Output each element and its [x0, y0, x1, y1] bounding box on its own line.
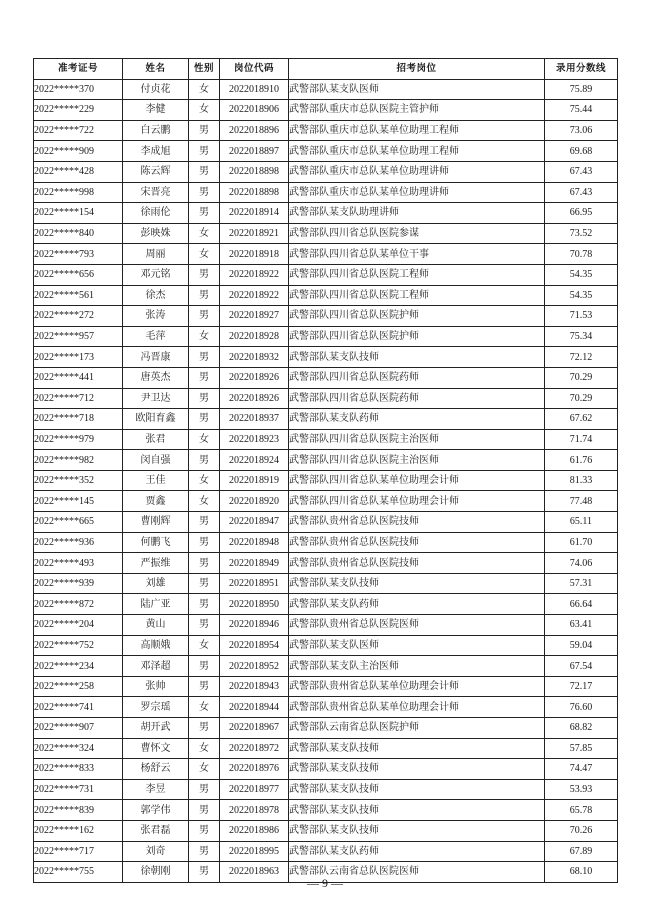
table-row — [34, 367, 618, 388]
cell-exam-id: 2022*****957 — [34, 326, 123, 347]
cell-name: 白云鹏 — [123, 120, 189, 141]
table-row — [34, 512, 618, 533]
cell-score: 74.06 — [545, 553, 618, 574]
cell-name: 张帅 — [123, 676, 189, 697]
cell-score: 70.26 — [545, 820, 618, 841]
cell-exam-id: 2022*****793 — [34, 244, 123, 265]
table-row — [34, 223, 618, 244]
cell-gender: 女 — [189, 79, 220, 100]
cell-score: 75.89 — [545, 79, 618, 100]
cell-score: 73.52 — [545, 223, 618, 244]
cell-gender: 男 — [189, 161, 220, 182]
cell-position: 武警部队某支队药师 — [289, 409, 545, 430]
cell-name: 杨舒云 — [123, 759, 189, 780]
cell-score: 69.68 — [545, 141, 618, 162]
header-score: 录用分数线 — [545, 59, 618, 80]
cell-position-code: 2022018898 — [220, 182, 289, 203]
cell-name: 闵自强 — [123, 450, 189, 471]
cell-position-code: 2022018918 — [220, 244, 289, 265]
cell-gender: 男 — [189, 615, 220, 636]
table-row — [34, 120, 618, 141]
table-row — [34, 182, 618, 203]
cell-gender: 男 — [189, 800, 220, 821]
cell-position-code: 2022018943 — [220, 676, 289, 697]
cell-exam-id: 2022*****833 — [34, 759, 123, 780]
table-row — [34, 161, 618, 182]
cell-exam-id: 2022*****173 — [34, 347, 123, 368]
table-row — [34, 841, 618, 862]
cell-name: 罗宗瑶 — [123, 697, 189, 718]
cell-position: 武警部队云南省总队医院医师 — [289, 862, 545, 883]
cell-exam-id: 2022*****258 — [34, 676, 123, 697]
cell-position-code: 2022018986 — [220, 820, 289, 841]
header-id: 准考证号 — [34, 59, 123, 80]
cell-position-code: 2022018963 — [220, 862, 289, 883]
cell-exam-id: 2022*****741 — [34, 697, 123, 718]
table-row — [34, 594, 618, 615]
cell-position: 武警部队四川省总队医院工程师 — [289, 264, 545, 285]
cell-position: 武警部队重庆市总队医院主管护师 — [289, 100, 545, 121]
cell-exam-id: 2022*****998 — [34, 182, 123, 203]
cell-gender: 女 — [189, 244, 220, 265]
cell-score: 71.74 — [545, 429, 618, 450]
cell-position: 武警部队四川省总队医院护师 — [289, 326, 545, 347]
cell-position: 武警部队云南省总队医院护师 — [289, 718, 545, 739]
cell-position-code: 2022018949 — [220, 553, 289, 574]
cell-position-code: 2022018932 — [220, 347, 289, 368]
cell-gender: 男 — [189, 388, 220, 409]
cell-position-code: 2022018976 — [220, 759, 289, 780]
cell-exam-id: 2022*****145 — [34, 491, 123, 512]
cell-exam-id: 2022*****441 — [34, 367, 123, 388]
table-row — [34, 409, 618, 430]
cell-position-code: 2022018897 — [220, 141, 289, 162]
cell-position-code: 2022018947 — [220, 512, 289, 533]
cell-name: 毛萍 — [123, 326, 189, 347]
page-number: — 9 — — [307, 876, 343, 890]
cell-position: 武警部队某支队主治医师 — [289, 656, 545, 677]
cell-name: 张涛 — [123, 306, 189, 327]
cell-position-code: 2022018926 — [220, 388, 289, 409]
cell-position-code: 2022018950 — [220, 594, 289, 615]
cell-score: 67.62 — [545, 409, 618, 430]
cell-position-code: 2022018995 — [220, 841, 289, 862]
cell-exam-id: 2022*****755 — [34, 862, 123, 883]
table-row — [34, 100, 618, 121]
cell-score: 72.12 — [545, 347, 618, 368]
cell-exam-id: 2022*****907 — [34, 718, 123, 739]
cell-gender: 女 — [189, 429, 220, 450]
cell-gender: 男 — [189, 532, 220, 553]
cell-exam-id: 2022*****752 — [34, 635, 123, 656]
cell-name: 陆广亚 — [123, 594, 189, 615]
cell-gender: 男 — [189, 285, 220, 306]
cell-position: 武警部队重庆市总队某单位助理讲师 — [289, 182, 545, 203]
cell-position-code: 2022018948 — [220, 532, 289, 553]
cell-position: 武警部队四川省总队某单位助理会计师 — [289, 491, 545, 512]
table-row — [34, 718, 618, 739]
cell-position: 武警部队四川省总队某单位助理会计师 — [289, 470, 545, 491]
table-row — [34, 450, 618, 471]
cell-score: 63.41 — [545, 615, 618, 636]
cell-score: 81.33 — [545, 470, 618, 491]
cell-position-code: 2022018922 — [220, 264, 289, 285]
cell-gender: 男 — [189, 512, 220, 533]
table-header-row — [34, 59, 618, 80]
cell-position: 武警部队某支队技师 — [289, 820, 545, 841]
cell-gender: 男 — [189, 182, 220, 203]
cell-position-code: 2022018927 — [220, 306, 289, 327]
cell-name: 李健 — [123, 100, 189, 121]
cell-position: 武警部队某支队药师 — [289, 594, 545, 615]
cell-gender: 男 — [189, 656, 220, 677]
cell-gender: 男 — [189, 367, 220, 388]
cell-gender: 男 — [189, 203, 220, 224]
cell-position: 武警部队贵州省总队医院技师 — [289, 553, 545, 574]
cell-name: 徐雨伦 — [123, 203, 189, 224]
cell-name: 徐朝刚 — [123, 862, 189, 883]
cell-exam-id: 2022*****872 — [34, 594, 123, 615]
cell-gender: 女 — [189, 635, 220, 656]
header-gender: 性别 — [189, 59, 220, 80]
cell-score: 65.11 — [545, 512, 618, 533]
cell-gender: 男 — [189, 841, 220, 862]
table-row — [34, 264, 618, 285]
cell-name: 陈云辉 — [123, 161, 189, 182]
cell-position-code: 2022018946 — [220, 615, 289, 636]
table-row — [34, 388, 618, 409]
cell-name: 曹刚辉 — [123, 512, 189, 533]
cell-position: 武警部队贵州省总队某单位助理会计师 — [289, 676, 545, 697]
cell-gender: 男 — [189, 594, 220, 615]
cell-name: 徐杰 — [123, 285, 189, 306]
cell-gender: 女 — [189, 697, 220, 718]
cell-exam-id: 2022*****665 — [34, 512, 123, 533]
cell-exam-id: 2022*****712 — [34, 388, 123, 409]
cell-score: 54.35 — [545, 264, 618, 285]
cell-position: 武警部队四川省总队医院主治医师 — [289, 429, 545, 450]
cell-name: 高顺娥 — [123, 635, 189, 656]
cell-exam-id: 2022*****731 — [34, 779, 123, 800]
cell-score: 67.54 — [545, 656, 618, 677]
cell-name: 王佳 — [123, 470, 189, 491]
cell-score: 77.48 — [545, 491, 618, 512]
cell-position: 武警部队某支队技师 — [289, 779, 545, 800]
cell-gender: 女 — [189, 491, 220, 512]
cell-position: 武警部队贵州省总队医院医师 — [289, 615, 545, 636]
cell-score: 76.60 — [545, 697, 618, 718]
cell-name: 严振维 — [123, 553, 189, 574]
table-row — [34, 820, 618, 841]
cell-name: 李成旭 — [123, 141, 189, 162]
cell-name: 欧阳育鑫 — [123, 409, 189, 430]
table-row — [34, 244, 618, 265]
cell-name: 黄山 — [123, 615, 189, 636]
cell-gender: 男 — [189, 450, 220, 471]
cell-name: 付贞花 — [123, 79, 189, 100]
cell-position: 武警部队某支队技师 — [289, 800, 545, 821]
cell-name: 刘雄 — [123, 573, 189, 594]
table-row — [34, 779, 618, 800]
cell-score: 66.64 — [545, 594, 618, 615]
cell-score: 59.04 — [545, 635, 618, 656]
cell-exam-id: 2022*****162 — [34, 820, 123, 841]
cell-gender: 女 — [189, 738, 220, 759]
cell-position: 武警部队某支队技师 — [289, 738, 545, 759]
cell-position: 武警部队重庆市总队某单位助理讲师 — [289, 161, 545, 182]
cell-exam-id: 2022*****839 — [34, 800, 123, 821]
cell-gender: 男 — [189, 553, 220, 574]
cell-exam-id: 2022*****840 — [34, 223, 123, 244]
cell-gender: 男 — [189, 820, 220, 841]
cell-score: 61.76 — [545, 450, 618, 471]
table-row — [34, 615, 618, 636]
cell-exam-id: 2022*****234 — [34, 656, 123, 677]
cell-gender: 男 — [189, 779, 220, 800]
cell-name: 邓泽超 — [123, 656, 189, 677]
cell-position: 武警部队某支队技师 — [289, 347, 545, 368]
cell-exam-id: 2022*****204 — [34, 615, 123, 636]
cell-position: 武警部队四川省总队医院药师 — [289, 388, 545, 409]
cell-exam-id: 2022*****154 — [34, 203, 123, 224]
cell-score: 70.29 — [545, 388, 618, 409]
cell-position-code: 2022018919 — [220, 470, 289, 491]
table-row — [34, 470, 618, 491]
table-row — [34, 326, 618, 347]
cell-gender: 女 — [189, 100, 220, 121]
table-row — [34, 285, 618, 306]
cell-position: 武警部队四川省总队医院护师 — [289, 306, 545, 327]
cell-position-code: 2022018920 — [220, 491, 289, 512]
cell-exam-id: 2022*****272 — [34, 306, 123, 327]
cell-exam-id: 2022*****982 — [34, 450, 123, 471]
table-row — [34, 203, 618, 224]
cell-position-code: 2022018922 — [220, 285, 289, 306]
cell-gender: 男 — [189, 409, 220, 430]
cell-position: 武警部队四川省总队医院参谋 — [289, 223, 545, 244]
cell-position: 武警部队贵州省总队医院技师 — [289, 512, 545, 533]
cell-position: 武警部队贵州省总队某单位助理会计师 — [289, 697, 545, 718]
table-body — [34, 79, 618, 882]
cell-position-code: 2022018954 — [220, 635, 289, 656]
cell-gender: 男 — [189, 676, 220, 697]
cell-score: 75.34 — [545, 326, 618, 347]
cell-name: 张君磊 — [123, 820, 189, 841]
cell-gender: 男 — [189, 347, 220, 368]
cell-gender: 男 — [189, 264, 220, 285]
cell-position-code: 2022018906 — [220, 100, 289, 121]
cell-position-code: 2022018967 — [220, 718, 289, 739]
cell-name: 冯晋康 — [123, 347, 189, 368]
cell-exam-id: 2022*****718 — [34, 409, 123, 430]
cell-name: 胡开武 — [123, 718, 189, 739]
cell-gender: 女 — [189, 223, 220, 244]
cell-score: 67.89 — [545, 841, 618, 862]
table-row — [34, 676, 618, 697]
cell-name: 彭映姝 — [123, 223, 189, 244]
cell-exam-id: 2022*****656 — [34, 264, 123, 285]
table-row — [34, 79, 618, 100]
cell-exam-id: 2022*****324 — [34, 738, 123, 759]
cell-name: 曹怀文 — [123, 738, 189, 759]
cell-exam-id: 2022*****561 — [34, 285, 123, 306]
cell-name: 唐英杰 — [123, 367, 189, 388]
table-row — [34, 306, 618, 327]
cell-exam-id: 2022*****722 — [34, 120, 123, 141]
cell-position-code: 2022018952 — [220, 656, 289, 677]
table-row — [34, 491, 618, 512]
table-row — [34, 429, 618, 450]
cell-position-code: 2022018928 — [220, 326, 289, 347]
cell-score: 75.44 — [545, 100, 618, 121]
cell-score: 61.70 — [545, 532, 618, 553]
cell-score: 57.85 — [545, 738, 618, 759]
cell-gender: 男 — [189, 141, 220, 162]
cell-name: 郭学伟 — [123, 800, 189, 821]
cell-gender: 男 — [189, 862, 220, 883]
cell-exam-id: 2022*****493 — [34, 553, 123, 574]
cell-score: 54.35 — [545, 285, 618, 306]
cell-position: 武警部队贵州省总队医院技师 — [289, 532, 545, 553]
cell-position-code: 2022018944 — [220, 697, 289, 718]
cell-score: 73.06 — [545, 120, 618, 141]
cell-name: 刘奇 — [123, 841, 189, 862]
table-row — [34, 800, 618, 821]
cell-gender: 男 — [189, 120, 220, 141]
cell-position: 武警部队某支队技师 — [289, 759, 545, 780]
table-row — [34, 738, 618, 759]
cell-name: 宋晋亮 — [123, 182, 189, 203]
cell-score: 53.93 — [545, 779, 618, 800]
cell-gender: 男 — [189, 718, 220, 739]
cell-score: 70.78 — [545, 244, 618, 265]
table-row — [34, 656, 618, 677]
cell-position: 武警部队重庆市总队某单位助理工程师 — [289, 141, 545, 162]
cell-position-code: 2022018898 — [220, 161, 289, 182]
cell-name: 张君 — [123, 429, 189, 450]
cell-score: 57.31 — [545, 573, 618, 594]
cell-position: 武警部队某支队技师 — [289, 573, 545, 594]
cell-exam-id: 2022*****428 — [34, 161, 123, 182]
cell-position-code: 2022018896 — [220, 120, 289, 141]
cell-score: 70.29 — [545, 367, 618, 388]
table-row — [34, 141, 618, 162]
results-table — [33, 58, 618, 883]
cell-score: 68.10 — [545, 862, 618, 883]
header-post: 招考岗位 — [289, 59, 545, 80]
cell-exam-id: 2022*****936 — [34, 532, 123, 553]
table-row — [34, 573, 618, 594]
table-row — [34, 759, 618, 780]
cell-position: 武警部队四川省总队医院工程师 — [289, 285, 545, 306]
cell-score: 71.53 — [545, 306, 618, 327]
table-row — [34, 553, 618, 574]
cell-exam-id: 2022*****909 — [34, 141, 123, 162]
cell-exam-id: 2022*****229 — [34, 100, 123, 121]
cell-exam-id: 2022*****352 — [34, 470, 123, 491]
header-code: 岗位代码 — [220, 59, 289, 80]
cell-score: 66.95 — [545, 203, 618, 224]
cell-score: 67.43 — [545, 161, 618, 182]
cell-score: 74.47 — [545, 759, 618, 780]
cell-exam-id: 2022*****979 — [34, 429, 123, 450]
cell-score: 65.78 — [545, 800, 618, 821]
cell-gender: 女 — [189, 759, 220, 780]
cell-position: 武警部队四川省总队某单位干事 — [289, 244, 545, 265]
cell-position-code: 2022018951 — [220, 573, 289, 594]
cell-position: 武警部队四川省总队医院药师 — [289, 367, 545, 388]
header-name: 姓名 — [123, 59, 189, 80]
cell-position-code: 2022018914 — [220, 203, 289, 224]
table-row — [34, 347, 618, 368]
table-row — [34, 635, 618, 656]
cell-position-code: 2022018926 — [220, 367, 289, 388]
cell-position-code: 2022018977 — [220, 779, 289, 800]
cell-position-code: 2022018924 — [220, 450, 289, 471]
cell-name: 尹卫达 — [123, 388, 189, 409]
cell-exam-id: 2022*****717 — [34, 841, 123, 862]
table-row — [34, 697, 618, 718]
cell-name: 李昱 — [123, 779, 189, 800]
cell-position-code: 2022018910 — [220, 79, 289, 100]
cell-name: 何鹏飞 — [123, 532, 189, 553]
cell-score: 68.82 — [545, 718, 618, 739]
cell-score: 72.17 — [545, 676, 618, 697]
cell-gender: 男 — [189, 306, 220, 327]
cell-score: 67.43 — [545, 182, 618, 203]
cell-exam-id: 2022*****939 — [34, 573, 123, 594]
cell-exam-id: 2022*****370 — [34, 79, 123, 100]
cell-position: 武警部队四川省总队医院主治医师 — [289, 450, 545, 471]
cell-gender: 女 — [189, 326, 220, 347]
cell-name: 邓元铭 — [123, 264, 189, 285]
cell-position-code: 2022018937 — [220, 409, 289, 430]
cell-name: 贾鑫 — [123, 491, 189, 512]
cell-position: 武警部队某支队助理讲师 — [289, 203, 545, 224]
table-row — [34, 532, 618, 553]
cell-position: 武警部队某支队药师 — [289, 841, 545, 862]
cell-position: 武警部队重庆市总队某单位助理工程师 — [289, 120, 545, 141]
cell-gender: 女 — [189, 470, 220, 491]
cell-gender: 男 — [189, 573, 220, 594]
cell-position-code: 2022018978 — [220, 800, 289, 821]
cell-position-code: 2022018923 — [220, 429, 289, 450]
cell-position: 武警部队某支队医师 — [289, 635, 545, 656]
cell-position-code: 2022018921 — [220, 223, 289, 244]
cell-position: 武警部队某支队医师 — [289, 79, 545, 100]
cell-position-code: 2022018972 — [220, 738, 289, 759]
cell-name: 周丽 — [123, 244, 189, 265]
